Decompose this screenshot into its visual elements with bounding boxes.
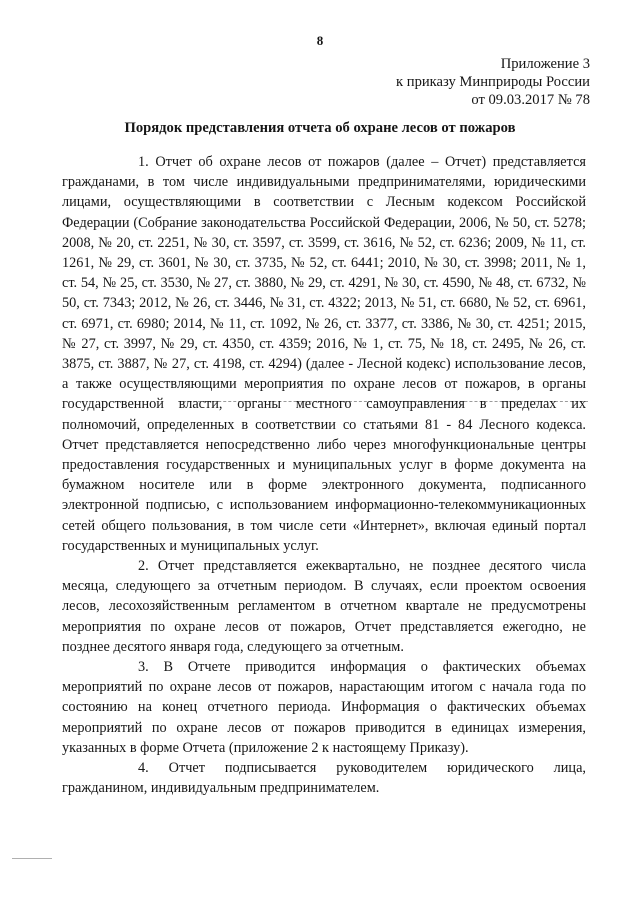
- appendix-header: [396, 55, 590, 109]
- page-number: 8: [316, 33, 324, 48]
- paragraph-number: 4.: [138, 760, 149, 777]
- appendix-header-line: к приказу Минприроды России: [396, 74, 590, 90]
- paragraph-number: 1.: [138, 154, 149, 170]
- scan-artifact-line: [12, 858, 52, 859]
- paragraph-text: Отчет об охране лесов от пожаров (далее – Отчет) представляется гражданами, в том числе индивидуальными предпринимателями, юридическими лицами, осуществляющими в соответствии с Лесным кодексом Российской Федерации (Собрание законодательства Российской Федерации, 2006, № 50, ст. 5278; 2008, № 20, ст. 2251, № 30, ст. 3597, ст. 3599, ст. 3616, № 52, ст. 6236; 2009, № 11, ст. 1261, № 29, ст. 3601, № 30, ст. 3735, № 52, ст. 6441; 2010, № 30, ст. 3998; 2011, № 1, ст. 54, № 25, ст. 3530, № 27, ст. 3880, № 29, ст. 4291, № 30, ст. 4590, № 48, ст. 6732, № 50, ст. 7343; 2012, № 26, ст. 3446, № 31, ст. 4322; 2013, № 51, ст. 6680, № 52, ст. 6961, ст. 6971, ст. 6980; 2014, № 11, ст. 1092, № 26, ст. 3377, ст. 3386, № 30, ст. 4251; 2015, № 27, ст. 3997, № 29, ст. 4350, ст. 4359; 2016, № 1, ст. 75, № 18, ст. 2495, № 26, ст. 3875, ст. 3887, № 27, ст. 4198, ст. 4294) (далее - Лесной кодекс) использование лесов, а также осуществляющими мероприятия по охране лесов от пожаров, в органы государственной власти, органы местного самоуправления в пределах их полномочий, определенных в соответствии со статьями 81 - 84 Лесного кодекса. Отчет представляется непосредственно либо через многофункциональные центры предоставления государственных и муниципальных услуг в форме документа на бумажном носителе или в форме электронного документа, подписанного электронной подписью, с использованием информационно-телекоммуникационных сетей общего пользования, в том числе сети «Интернет», включая единый портал государственных и муниципальных услуг.: [62, 154, 586, 554]
- paragraph: [62, 556, 586, 657]
- paragraph-number: 2.: [138, 558, 149, 575]
- paragraph-text: Отчет подписывается руководителем юридического лица, гражданином, индивидуальным предпринимателем.: [62, 760, 586, 797]
- paragraph: [62, 152, 586, 556]
- paragraph: [62, 758, 586, 798]
- appendix-header-line: от 09.03.2017 № 78: [471, 92, 590, 108]
- paragraph-text: Отчет представляется ежеквартально, не позднее десятого числа месяца, следующего за отчетным периодом. В случаях, если проектом освоения лесов, лесохозяйственным регламентом в отчетном квартале не предусмотрены мероприятия по охране лесов от пожаров, Отчет представляется ежегодно, не позднее десятого января года, следующего за отчетным.: [62, 558, 586, 655]
- paragraph: [62, 657, 586, 758]
- paragraph-text: В Отчете приводится информация о фактических объемах мероприятий по охране лесов от пожаров, нарастающим итогом с начала года по состоянию на конец отчетного периода. Информация о фактических объемах мероприятий по охране лесов от пожаров приводится в единицах измерения, указанных в форме Отчета (приложение 2 к настоящему Приказу).: [62, 659, 586, 756]
- document-title: Порядок представления отчета об охране лесов от пожаров: [124, 120, 516, 136]
- document-body: [62, 152, 586, 799]
- paragraph-number: 3.: [138, 659, 149, 676]
- appendix-header-line: Приложение 3: [500, 56, 590, 72]
